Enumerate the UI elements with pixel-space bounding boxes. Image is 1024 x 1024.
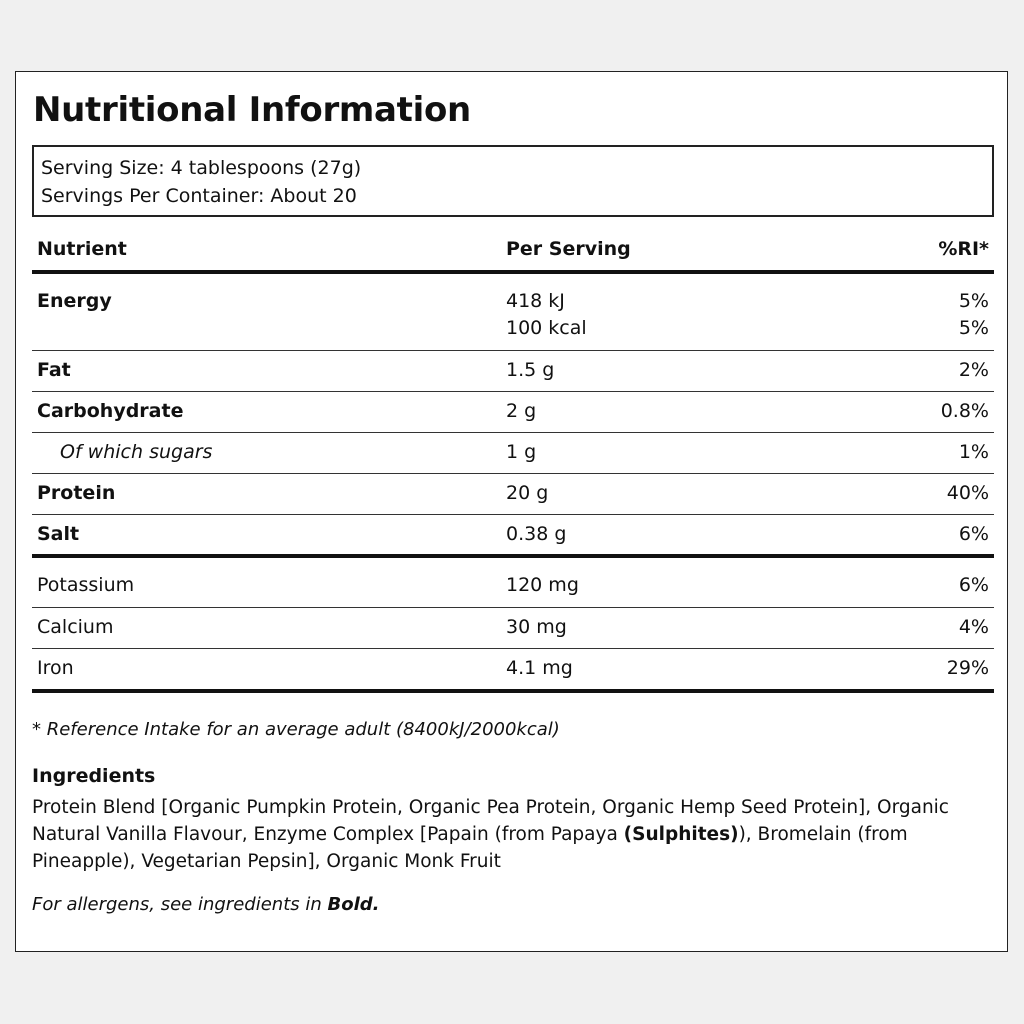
header-per-serving: Per Serving: [506, 238, 631, 260]
nutrient-name: Iron: [37, 657, 74, 679]
ingredients-text: [32, 794, 997, 875]
header-ri: %RI*: [938, 238, 989, 260]
page-title: Nutritional Information: [33, 90, 471, 130]
ingredients-heading: Ingredients: [32, 765, 156, 787]
per-serving-value: 120 mg: [506, 574, 579, 596]
ri-value: 4%: [958, 616, 989, 638]
header-nutrient: Nutrient: [37, 238, 127, 260]
serving-size: Serving Size: 4 tablespoons (27g): [41, 157, 362, 179]
reference-intake-footnote: * Reference Intake for an average adult (8400kJ/2000kcal): [32, 719, 560, 740]
servings-per-container: Servings Per Container: About 20: [41, 185, 357, 207]
ingredients-text-part: Protein Blend [Organic Pumpkin Protein, Organic Pea Protein, Organic Hemp Seed Protein], Organic Natural Vanilla Flavour, Enzyme Complex [Papain (from Papaya: [32, 797, 949, 845]
table-row: [32, 433, 994, 474]
nutrition-table: [32, 228, 994, 693]
table-row: [32, 474, 994, 515]
nutrient-name: Of which sugars: [60, 441, 213, 463]
ri-value: 5%: [958, 317, 989, 339]
per-serving-value: 418 kJ: [506, 290, 565, 312]
ri-value: 6%: [958, 574, 989, 596]
ri-value: 5%: [958, 290, 989, 312]
ingredients-text-part: ), Bromelain (from Pineapple), Vegetarian Pepsin], Organic Monk Fruit: [32, 824, 908, 872]
per-serving-value: 30 mg: [506, 616, 567, 638]
per-serving-value: 2 g: [506, 400, 537, 422]
ri-value: 0.8%: [940, 400, 989, 422]
table-row: [32, 274, 994, 313]
nutrition-panel: [15, 71, 1008, 952]
allergen-note-text: For allergens, see ingredients in: [32, 894, 328, 915]
per-serving-value: 1 g: [506, 441, 537, 463]
table-row: [32, 608, 994, 649]
nutrient-name: Fat: [37, 359, 71, 381]
nutrient-name: Carbohydrate: [37, 400, 184, 422]
table-row: [32, 649, 994, 693]
ri-value: 1%: [958, 441, 989, 463]
per-serving-value: 1.5 g: [506, 359, 555, 381]
nutrient-name: Protein: [37, 482, 116, 504]
ri-value: 40%: [946, 482, 989, 504]
nutrient-name: Energy: [37, 290, 112, 312]
table-row: [32, 515, 994, 558]
per-serving-value: 0.38 g: [506, 523, 567, 545]
table-row: [32, 392, 994, 433]
table-row: [32, 313, 994, 351]
table-row: [32, 558, 994, 608]
per-serving-value: 20 g: [506, 482, 549, 504]
per-serving-value: 100 kcal: [506, 317, 587, 339]
allergen-highlight: (Sulphites): [623, 824, 739, 845]
nutrient-name: Potassium: [37, 574, 135, 596]
ri-value: 6%: [958, 523, 989, 545]
per-serving-value: 4.1 mg: [506, 657, 573, 679]
ri-value: 29%: [946, 657, 989, 679]
allergen-note: [32, 894, 379, 915]
allergen-note-bold: Bold.: [327, 894, 380, 915]
table-header-row: [32, 228, 994, 274]
nutrient-name: Calcium: [37, 616, 114, 638]
ri-value: 2%: [958, 359, 989, 381]
nutrient-name: Salt: [37, 523, 80, 545]
serving-info-box: [32, 145, 994, 217]
table-row: [32, 351, 994, 392]
